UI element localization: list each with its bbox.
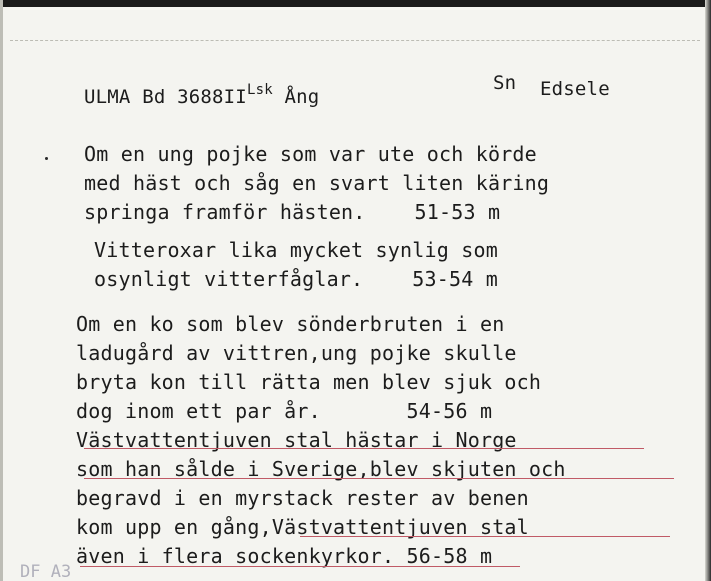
perforation-line xyxy=(10,40,700,41)
archive-number: ULMA Bd 3688II xyxy=(84,86,247,108)
entry-1-line-1: Om en ung pojke som var ute och körde xyxy=(84,142,537,166)
entry-3-line-2: ladugård av vittren,ung pojke skulle xyxy=(76,341,517,365)
entry-3-line-1: Om en ko som blev sönderbruten i en xyxy=(76,312,505,336)
underline-mark xyxy=(300,536,670,537)
margin-dot xyxy=(45,157,48,160)
entry-3-line-9: även i flera sockenkyrkor. 56-58 m xyxy=(76,544,493,568)
entry-2-line-1: Vitteroxar lika mycket synlig som xyxy=(94,238,498,262)
entry-3-line-3: bryta kon till rätta men blev sjuk och xyxy=(76,370,542,394)
socken-label: Sn xyxy=(493,72,517,94)
entry-1-line-2: med häst och såg en svart liten käring xyxy=(84,171,550,195)
entry-3-line-6: som han sålde i Sverige,blev skjuten och xyxy=(76,457,566,481)
card-header-archive xyxy=(84,82,320,108)
underline-mark xyxy=(84,478,674,479)
margin-scribble: DF A3 xyxy=(20,562,72,581)
entry-3-line-7: begravd i en myrstack rester av benen xyxy=(76,486,529,510)
socken-value: Edsele xyxy=(540,78,610,100)
entry-2-line-2: osynligt vitterfåglar. 53-54 m xyxy=(94,267,498,291)
card-right-edge xyxy=(705,0,711,581)
underline-mark xyxy=(84,448,644,449)
landskap-value: Ång xyxy=(284,86,320,108)
entry-3-line-5: Västvattentjuven stal hästar i Norge xyxy=(76,428,517,452)
entry-3-line-4: dog inom ett par år. 54-56 m xyxy=(76,399,493,423)
entry-3-line-8: kom upp en gång,Västvattentjuven stal xyxy=(76,515,529,539)
entry-1-line-3: springa framför hästen. 51-53 m xyxy=(84,200,501,224)
underline-mark xyxy=(80,566,520,567)
card-left-edge xyxy=(0,0,3,581)
landskap-label: Lsk xyxy=(246,82,273,98)
card-top-edge xyxy=(0,0,711,7)
